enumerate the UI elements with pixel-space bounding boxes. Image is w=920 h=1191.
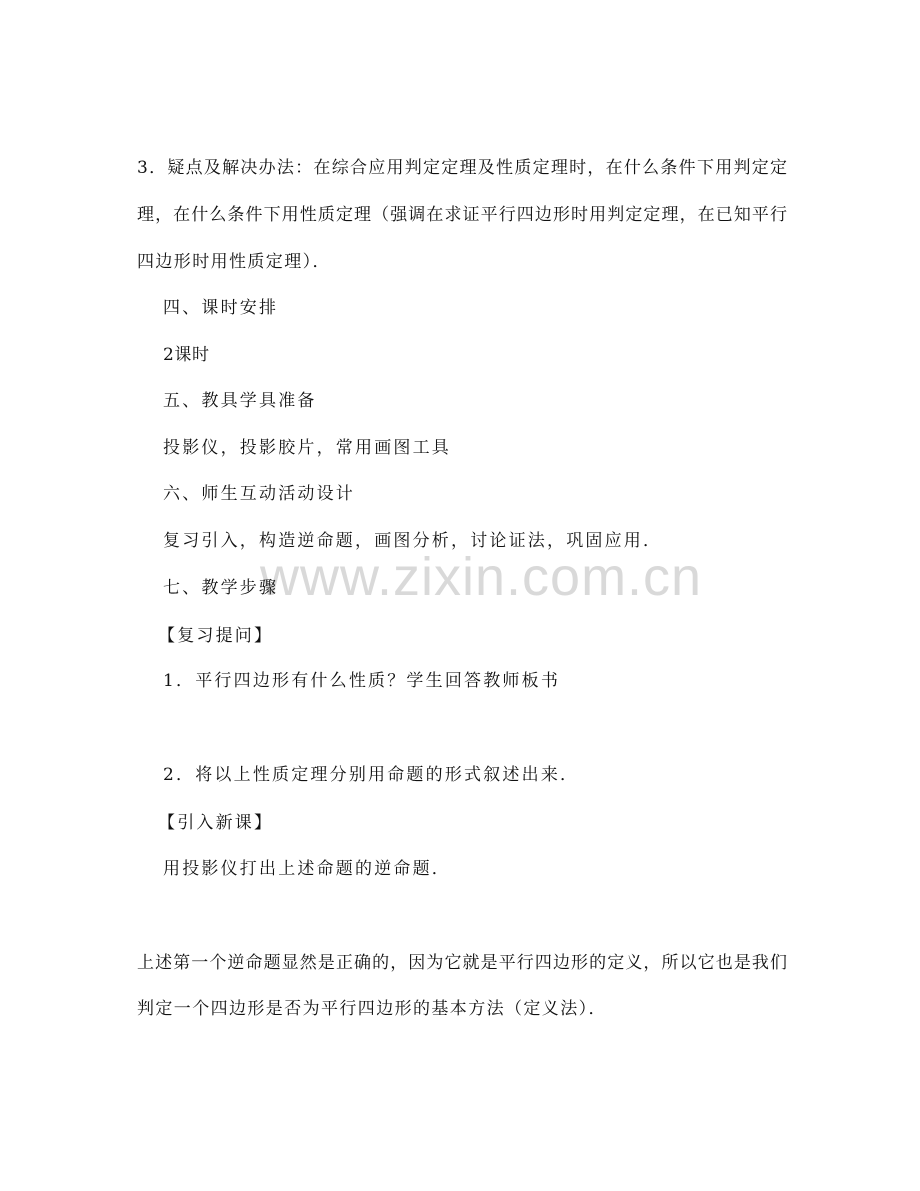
section-heading-steps: 七、教学步骤 <box>163 578 279 598</box>
intro-title: 【引入新课】 <box>158 813 274 833</box>
difficulty-paragraph-line-2: 理，在什么条件下用性质定理（强调在求证平行四边形时用判定定理，在已知平行 <box>137 205 787 225</box>
materials-text: 投影仪，投影胶片，常用画图工具 <box>163 438 451 458</box>
review-title: 【复习提问】 <box>158 626 274 646</box>
section-heading-materials: 五、教具学具准备 <box>163 391 317 411</box>
section-heading-schedule: 四、课时安排 <box>163 298 279 318</box>
intro-text: 用投影仪打出上述命题的逆命题． <box>163 859 451 879</box>
activities-text: 复习引入，构造逆命题，画图分析，讨论证法，巩固应用． <box>163 531 663 551</box>
review-question-2: 2．将以上性质定理分别用命题的形式叙述出来． <box>163 765 580 785</box>
closing-paragraph-line-1: 上述第一个逆命题显然是正确的，因为它就是平行四边形的定义，所以它也是我们 <box>137 953 787 973</box>
review-question-1: 1．平行四边形有什么性质？学生回答教师板书 <box>163 671 561 691</box>
watermark: www.zixin.com.cn <box>260 547 703 607</box>
difficulty-paragraph-line-1: 3．疑点及解决办法：在综合应用判定定理及性质定理时，在什么条件下用判定定 <box>137 158 787 178</box>
schedule-text: 2课时 <box>163 345 210 365</box>
difficulty-paragraph-line-3: 四边形时用性质定理）． <box>137 252 331 272</box>
closing-paragraph-line-2: 判定一个四边形是否为平行四边形的基本方法（定义法）． <box>137 999 607 1019</box>
section-heading-activities: 六、师生互动活动设计 <box>163 484 355 504</box>
